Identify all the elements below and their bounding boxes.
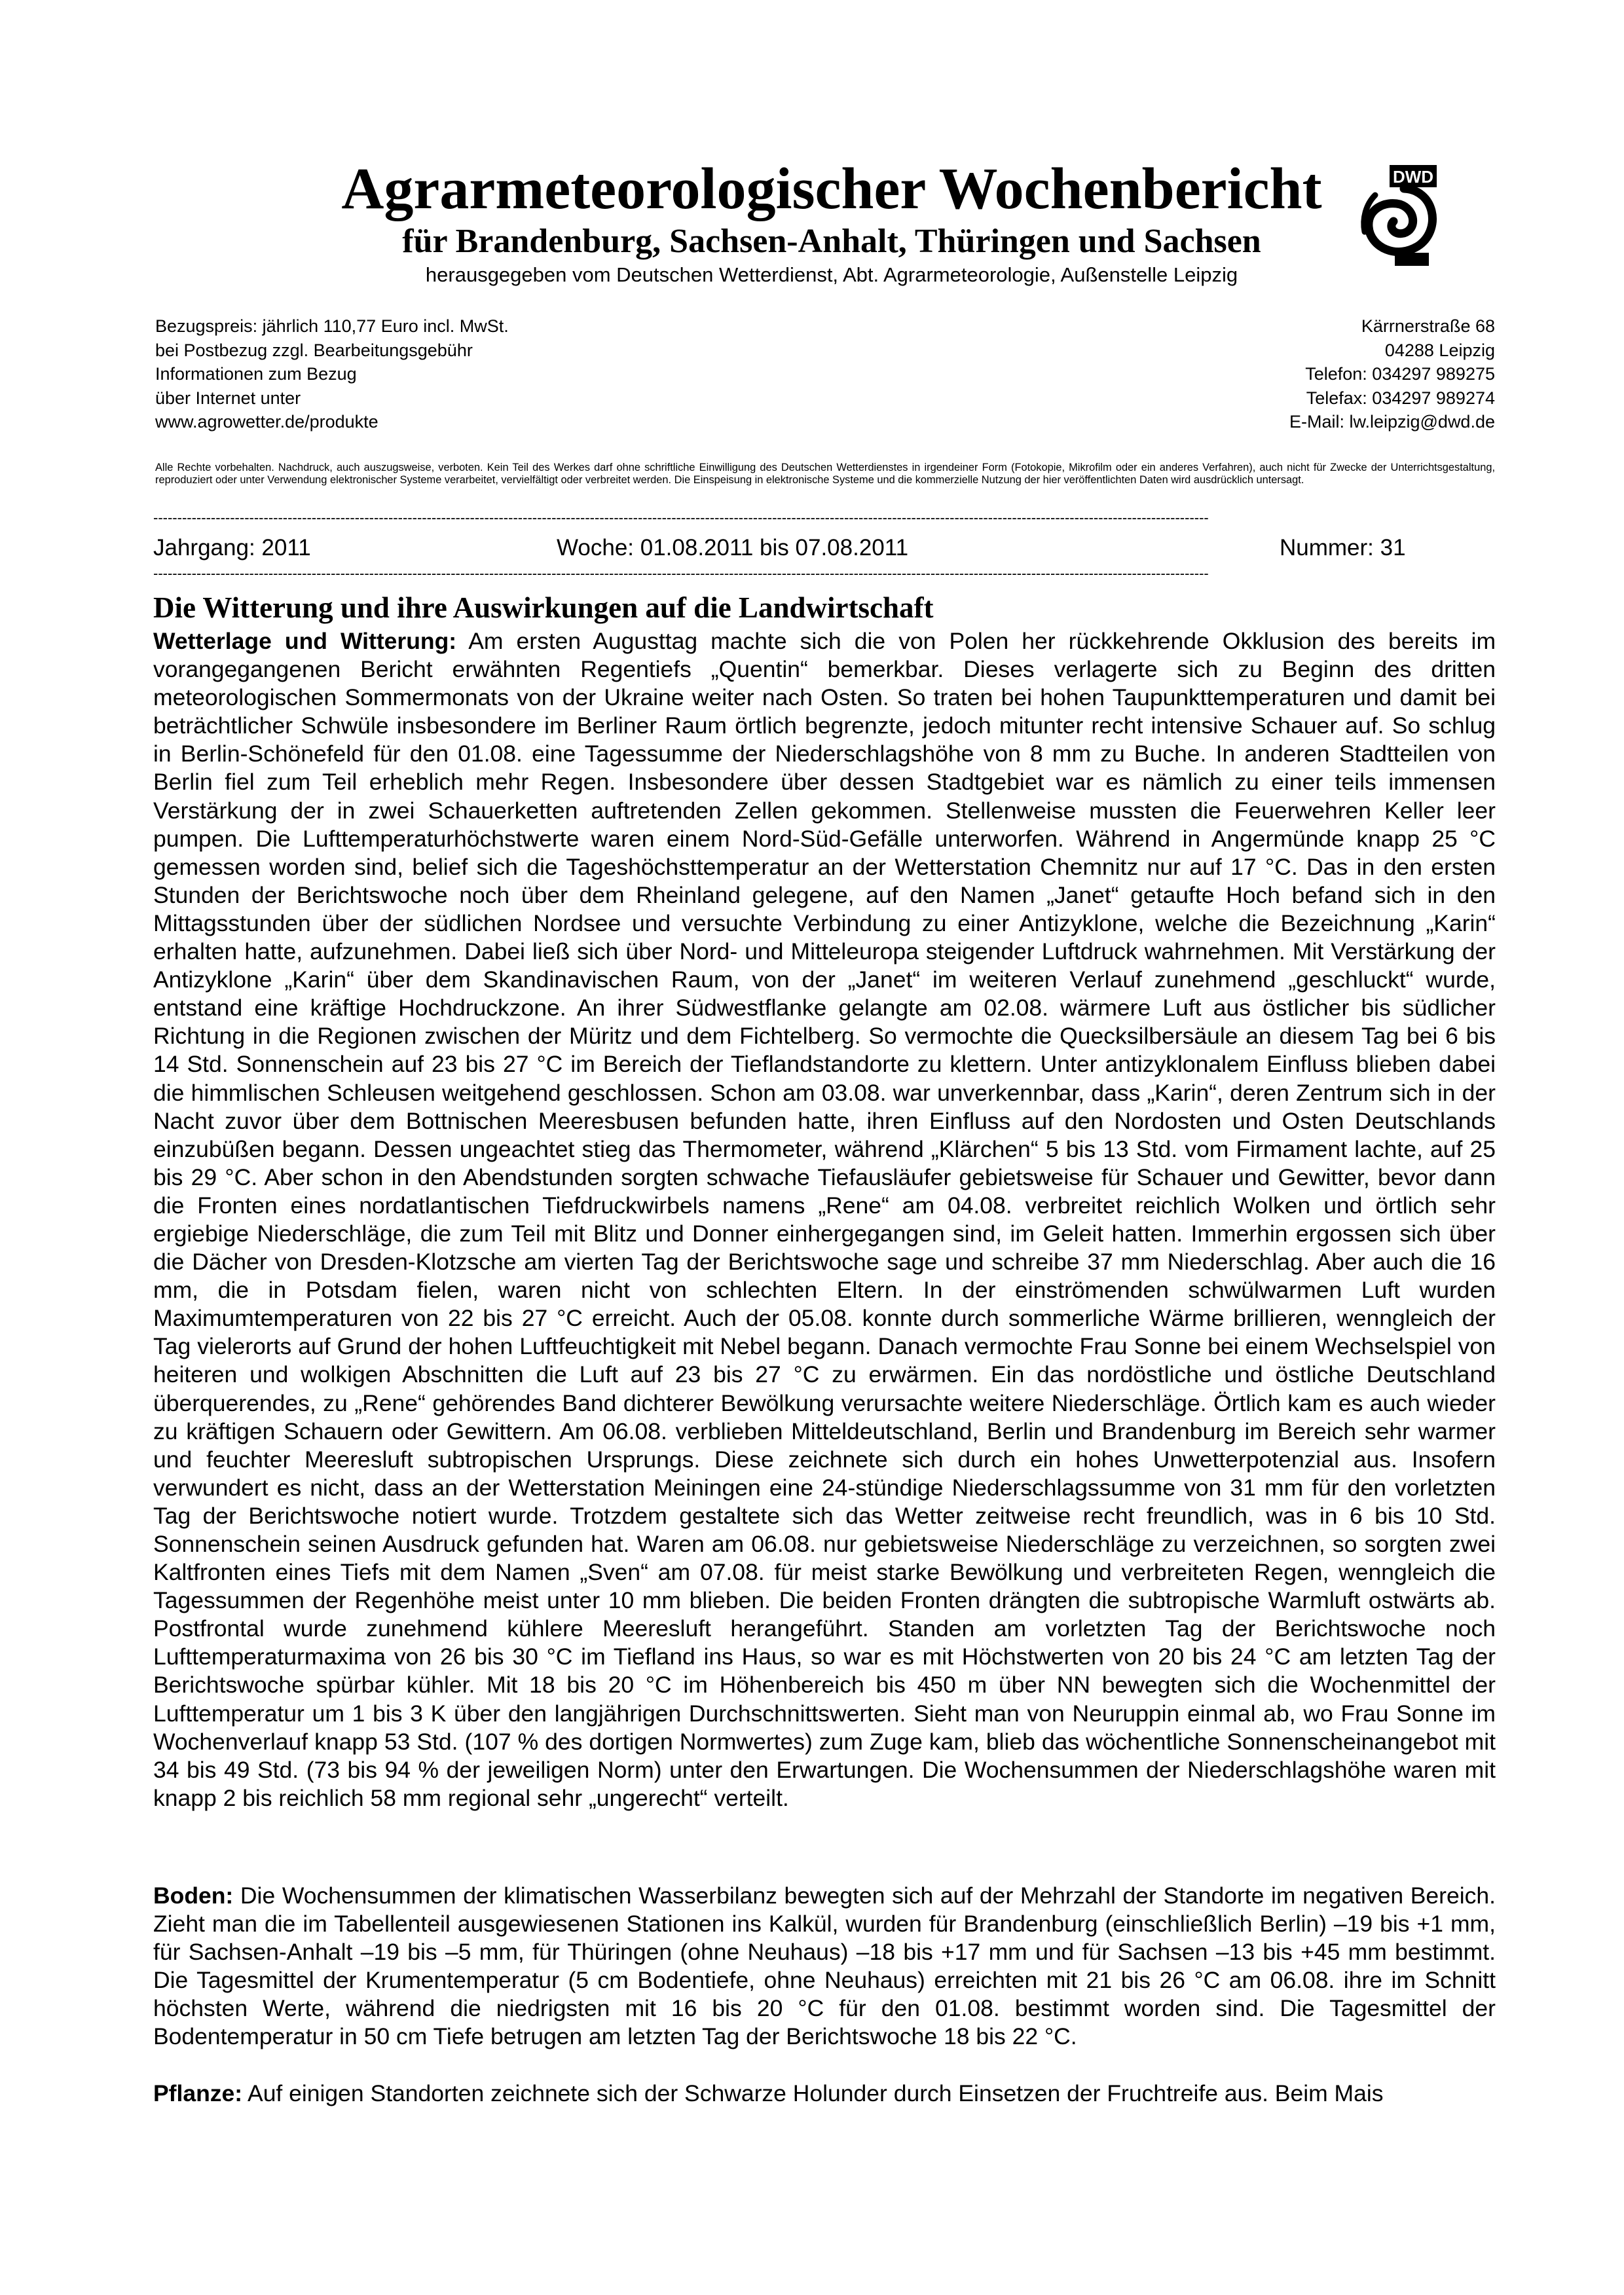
soil-label: Boden: <box>153 1882 234 1909</box>
weather-paragraph <box>153 627 1496 1812</box>
report-subtitle: für Brandenburg, Sachsen-Anhalt, Thüringen und Sachsen <box>402 223 1261 260</box>
plant-label: Pflanze: <box>153 2080 243 2106</box>
week-range: Woche: 01.08.2011 bis 07.08.2011 <box>557 535 909 560</box>
logo-text: DWD <box>1392 167 1434 187</box>
contact-street: Kärrnerstraße 68 <box>1361 316 1495 336</box>
separator-top: ---------------------------------------------------------------------------------------------------------------------------------------------------------------------------------------------------------------------------- <box>153 509 1209 526</box>
dwd-logo-icon <box>1356 164 1447 268</box>
separator-bottom: ---------------------------------------------------------------------------------------------------------------------------------------------------------------------------------------------------------------------------- <box>153 565 1209 581</box>
plant-paragraph <box>153 2080 1496 2111</box>
dwd-logo <box>1356 164 1447 268</box>
subscription-info <box>155 314 679 434</box>
contact-fax: Telefax: 034297 989274 <box>1306 388 1495 408</box>
contact-city: 04288 Leipzig <box>1384 340 1495 360</box>
weather-label: Wetterlage und Witterung: <box>153 628 457 654</box>
soil-paragraph <box>153 1882 1496 2051</box>
subscription-internet-label: über Internet unter <box>155 388 301 408</box>
rights-notice: Alle Rechte vorbehalten. Nachdruck, auch auszugsweise, verboten. Kein Teil des Werkes darf ohne schriftliche Einwilligung des Deutschen Wetterdienstes in irgendeiner Form (Fotokopie, Mikrofilm oder ein anderes Verfahren), auch nicht für Zwecke der Unterrichtsgestaltung, reproduziert oder unter Verwendung elektronischer Systeme verarbeitet, vervielfältigt oder verbreitet werden. Die Einspeisung in elektronische Systeme und die kommerzielle Nutzung der hier veröffentlichten Daten wird ausdrücklich untersagt. <box>155 462 1495 486</box>
contact-phone: Telefon: 034297 989275 <box>1305 364 1495 384</box>
plant-text: Auf einigen Standorten zeichnete sich der Schwarze Holunder durch Einsetzen der Fruchtreife aus. Beim Mais <box>248 2080 1384 2106</box>
section-heading: Die Witterung und ihre Auswirkungen auf die Landwirtschaft <box>153 591 934 624</box>
subscription-info-label: Informationen zum Bezug <box>155 364 357 384</box>
subscription-fee: bei Postbezug zzgl. Bearbeitungsgebühr <box>155 340 473 360</box>
weather-text: Am ersten Augusttag machte sich die von Polen her rückkehrende Okklusion des bereits im vorangegangenen Bericht erwähnten Regentiefs „Quentin“ bemerkbar. Dieses verlagerte sich zu Beginn des dritten meteorologischen Sommermonats von der Ukraine weiter nach Osten. So traten bei hohen Taupunkttemperaturen und damit bei beträchtlicher Schwüle insbesondere im Berliner Raum örtlich begrenzte, jedoch mitunter recht intensive Schauer auf. So schlug in Berlin-Schönefeld für den 01.08. eine Tagessumme der Niederschlagshöhe von 8 mm zu Buche. In anderen Stadtteilen von Berlin fiel zum Teil erheblich mehr Regen. Insbesondere über dessen Stadtgebiet war es nämlich zu einer teils immensen Verstärkung der in zwei Schauerketten auftretenden Zellen gekommen. Stellenweise mussten die Feuerwehren Keller leer pumpen. Die Lufttemperaturhöchstwerte waren einem Nord-Süd-Gefälle unterworfen. Während in Angermünde knapp 25 °C gemessen worden sind, belief sich die Tageshöchsttemperatur an der Wetterstation Chemnitz nur auf 17 °C. Das in den ersten Stunden der Berichtswoche noch über dem Rheinland gelegene, auf den Namen „Janet“ getaufte Hoch befand sich in den Mittagsstunden über der südlichen Nordsee und versuchte Verbindung zu einer Antizyklone, welche die Bezeichnung „Karin“ erhalten hatte, aufzunehmen. Dabei ließ sich über Nord- und Mitteleuropa steigender Luftdruck wahrnehmen. Mit Verstärkung der Antizyklone „Karin“ über dem Skandinavischen Raum, von der „Janet“ im weiteren Verlauf zunehmend „geschluckt“ wurde, entstand eine kräftige Hochdruckzone. An ihrer Südwestflanke gelangte am 02.08. wärmere Luft aus östlicher bis südlicher Richtung in die Regionen zwischen der Müritz und dem Fichtelberg. So vermochte die Quecksilbersäule an diesem Tag bei 6 bis 14 Std. Sonnenschein auf 23 bis 27 °C im Bereich der Tieflandstandorte zu klettern. Unter antizyklonalem Einfluss blieben dabei die himmlischen Schleusen weitgehend geschlossen. Schon am 03.08. war unverkennbar, dass „Karin“, deren Zentrum sich in der Nacht zuvor über dem Bottnischen Meeresbusen befunden hatte, ihren Einfluss auf den Nordosten und Osten Deutschlands einzubüßen begann. Dessen ungeachtet stieg das Thermometer, während „Klärchen“ 5 bis 13 Std. vom Firmament lachte, auf 25 bis 29 °C. Aber schon in den Abendstunden sorgten schwache Tiefausläufer gebietsweise für Schauer und Gewitter, bevor dann die Fronten eines nordatlantischen Tiefdruckwirbels namens „Rene“ am 04.08. verbreitet reichlich Wolken und örtlich sehr ergiebige Niederschläge, die zum Teil mit Blitz und Donner einhergegangen sind, im Geleit hatten. Immerhin ergossen sich über die Dächer von Dresden-Klotzsche am vierten Tag der Berichtswoche sage und schreibe 37 mm Niederschlag. Aber auch die 16 mm, die in Potsdam fielen, waren nicht von schlechten Eltern. In der einströmenden schwülwarmen Luft wurden Maximumtemperaturen von 22 bis 27 °C erreicht. Auch der 05.08. konnte durch sommerliche Wärme brillieren, wenngleich der Tag vielerorts auf Grund der hohen Luftfeuchtigkeit mit Nebel begann. Danach vermochte Frau Sonne bei einem Wechselspiel von heiteren und wolkigen Abschnitten die Luft auf 23 bis 27 °C zu erwärmen. Ein das nordöstliche und östliche Deutschland überquerendes, zu „Rene“ gehörendes Band dichterer Bewölkung verursachte weitere Niederschläge. Örtlich kam es auch wieder zu kräftigen Schauern oder Gewittern. Am 06.08. verblieben Mitteldeutschland, Berlin und Brandenburg im Bereich sehr warmer und feuchter Meeresluft subtropischen Ursprungs. Diese zeichnete sich durch ein hohes Unwetterpotenzial aus. Insofern verwundert es nicht, dass an der Wetterstation Meiningen eine 24-stündige Niederschlagssumme von 31 mm für den vorletzten Tag der Berichtswoche notiert wurde. Trotzdem gestaltete sich das Wetter zeitweise recht freundlich, was in 6 bis 10 Std. Sonnenschein seinen Ausdruck gefunden hat. Waren am 06.08. nur gebietsweise Niederschläge zu verzeichnen, so sorgten zwei Kaltfronten eines Tiefs mit dem Namen „Sven“ am 07.08. für meist starke Bewölkung und verbreiteten Regen, wenngleich die Tagessummen der Regenhöhe meist unter 10 mm blieben. Die beiden Fronten drängten die subtropische Warmluft ostwärts ab. Postfrontal wurde zunehmend kühlere Meeresluft herangeführt. Standen am vorletzten Tag der Berichtswoche noch Lufttemperaturmaxima von 26 bis 30 °C im Tiefland ins Haus, so war es mit Höchstwerten von 20 bis 24 °C am letzten Tag der Berichtswoche spürbar kühler. Mit 18 bis 20 °C im Höhenbereich bis 450 m über NN bewegten sich die Wochenmittel der Lufttemperatur um 1 bis 3 K über den langjährigen Durchschnittswerten. Sieht man von Neuruppin einmal ab, wo Frau Sonne im Wochenverlauf knapp 53 Std. (107 % des dortigen Normwertes) zum Zuge kam, blieb das wöchentliche Sonnenscheinangebot mit 34 bis 49 Std. (73 bis 94 % der jeweiligen Norm) unter den Erwartungen. Die Wochensummen der Niederschlagshöhe waren mit knapp 2 bis reichlich 58 mm regional sehr „ungerecht“ verteilt. <box>153 628 1496 1811</box>
contact-email: E-Mail: lw.leipzig@dwd.de <box>1289 412 1495 431</box>
issue-number: Nummer: 31 <box>1280 535 1406 560</box>
subscription-url: www.agrowetter.de/produkte <box>155 412 378 431</box>
publisher-line: herausgegeben vom Deutschen Wetterdienst, Abt. Agrarmeteorologie, Außenstelle Leipzig <box>425 263 1238 286</box>
subscription-price: Bezugspreis: jährlich 110,77 Euro incl. MwSt. <box>155 316 509 336</box>
report-title: Agrarmeteorologischer Wochenbericht <box>341 156 1322 221</box>
contact-info <box>971 314 1495 434</box>
volume-year: Jahrgang: 2011 <box>153 535 311 560</box>
issue-meta <box>153 532 1463 564</box>
soil-text: Die Wochensummen der klimatischen Wasserbilanz bewegten sich auf der Mehrzahl der Standorte im negativen Bereich. Zieht man die im Tabellenteil ausgewiesenen Stationen ins Kalkül, wurden für Brandenburg (einschließlich Berlin) –19 bis +1 mm, für Sachsen-Anhalt –19 bis –5 mm, für Thüringen (ohne Neuhaus) –18 bis +17 mm und für Sachsen –13 bis +45 mm bestimmt. Die Tagesmittel der Krumentemperatur (5 cm Bodentiefe, ohne Neuhaus) erreichten mit 21 bis 26 °C am 06.08. ihre im Schnitt höchsten Werte, während die niedrigsten mit 16 bis 20 °C für den 01.08. bestimmt worden sind. Die Tagesmittel der Bodentemperatur in 50 cm Tiefe betrugen am letzten Tag der Berichtswoche 18 bis 22 °C. <box>153 1882 1496 2050</box>
